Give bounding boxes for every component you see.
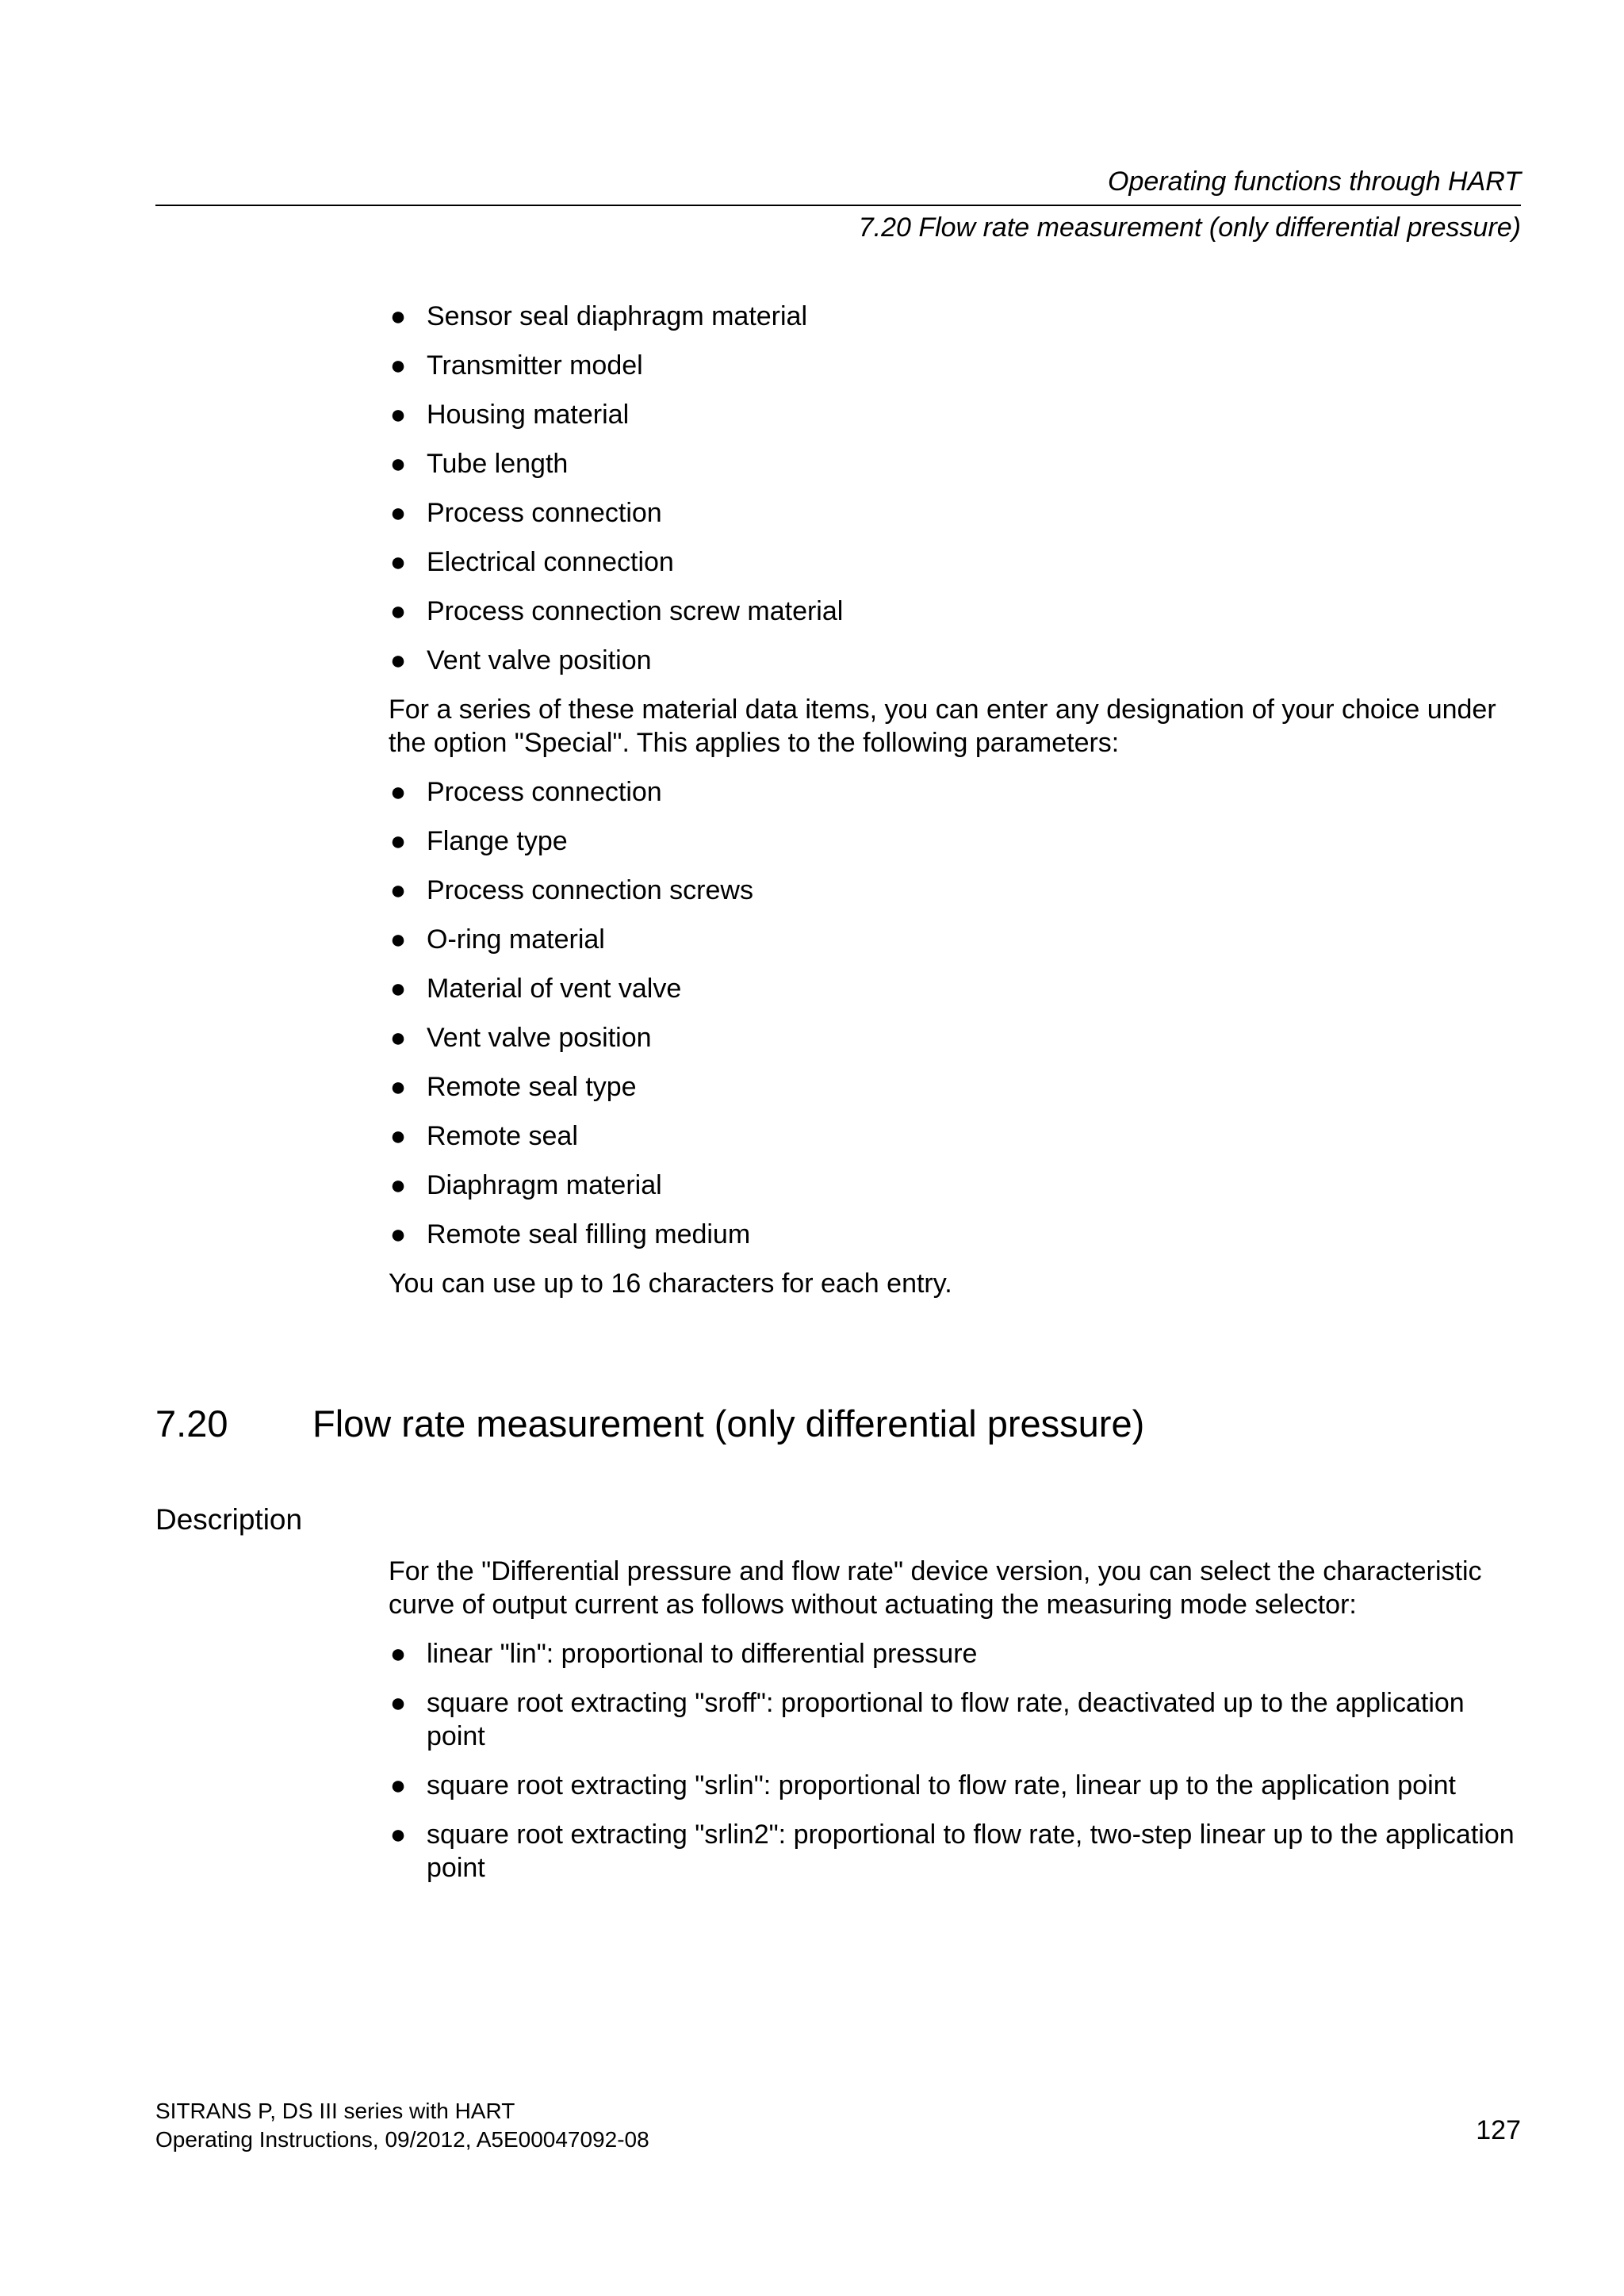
- description-block: [389, 1555, 1521, 1900]
- bullet-icon: ●: [389, 1770, 407, 1800]
- list-item: ● linear "lin": proportional to differential pressure: [389, 1639, 978, 1669]
- list-item: ● square root extracting "srlin": proportional to flow rate, linear up to the application point: [389, 1770, 1456, 1800]
- list-item: ● Process connection screw material: [389, 596, 844, 626]
- list-item: ● Flange type: [389, 826, 568, 856]
- bullet-icon: ●: [389, 777, 407, 807]
- bullet-icon: ●: [389, 498, 407, 528]
- page-number: 127: [1476, 2115, 1521, 2145]
- bullet-icon: ●: [389, 1688, 407, 1718]
- special-parameters-list: [389, 775, 1521, 1251]
- bullet-icon: ●: [389, 1820, 407, 1850]
- list-item: ● Transmitter model: [389, 350, 643, 381]
- description-heading: Description: [155, 1503, 303, 1536]
- material-data-list: [389, 300, 1521, 677]
- list-item: ● Vent valve position: [389, 645, 652, 675]
- list-item: ● Electrical connection: [389, 547, 674, 577]
- bullet-icon: ●: [389, 826, 407, 856]
- bullet-icon: ●: [389, 875, 407, 905]
- list-item: ● Process connection: [389, 777, 662, 807]
- footer-manual: Operating Instructions, 09/2012, A5E00047092-08: [155, 2127, 649, 2152]
- list-item: ● Remote seal filling medium: [389, 1219, 751, 1249]
- bullet-icon: ●: [389, 449, 407, 479]
- bullet-icon: ●: [389, 974, 407, 1004]
- list-item: ● Vent valve position: [389, 1023, 652, 1053]
- special-option-paragraph: For a series of these material data items, you can enter any designation of your choice under the option "Special". This applies to the following parameters:: [389, 695, 1496, 758]
- bullet-icon: ●: [389, 1219, 407, 1249]
- list-item: ● square root extracting "srlin2": proportional to flow rate, two-step linear up to the application point: [389, 1820, 1515, 1883]
- list-item: ● square root extracting "sroff": proportional to flow rate, deactivated up to the application point: [389, 1688, 1465, 1751]
- list-item: ● Process connection: [389, 498, 662, 528]
- section-title: Flow rate measurement (only differential pressure): [312, 1402, 1145, 1445]
- bullet-icon: ●: [389, 1072, 407, 1102]
- list-item: ● Material of vent valve: [389, 974, 682, 1004]
- list-item: ● Sensor seal diaphragm material: [389, 301, 808, 331]
- bullet-icon: ●: [389, 1639, 407, 1669]
- section-number: 7.20: [155, 1402, 228, 1445]
- list-item: ● Process connection screws: [389, 875, 753, 905]
- bullet-icon: ●: [389, 301, 407, 331]
- footer-doc-info: [155, 2097, 649, 2154]
- material-data-block: [389, 300, 1521, 1316]
- bullet-icon: ●: [389, 924, 407, 955]
- description-intro: For the "Differential pressure and flow rate" device version, you can select the characteristic curve of output current as follows without actuating the measuring mode selector:: [389, 1556, 1482, 1620]
- bullet-icon: ●: [389, 1121, 407, 1151]
- list-item: ● Remote seal: [389, 1121, 578, 1151]
- footer-product: SITRANS P, DS III series with HART: [155, 2099, 515, 2123]
- list-item: ● Tube length: [389, 449, 569, 479]
- list-item: ● Housing material: [389, 400, 630, 430]
- bullet-icon: ●: [389, 1023, 407, 1053]
- list-item: ● Diaphragm material: [389, 1170, 662, 1200]
- bullet-icon: ●: [389, 547, 407, 577]
- character-limit-note: You can use up to 16 characters for each entry.: [389, 1269, 952, 1299]
- list-item: ● Remote seal type: [389, 1072, 637, 1102]
- list-item: ● O-ring material: [389, 924, 605, 955]
- running-header-section: 7.20 Flow rate measurement (only differential pressure): [858, 212, 1521, 243]
- header-rule: [155, 205, 1521, 206]
- bullet-icon: ●: [389, 400, 407, 430]
- bullet-icon: ●: [389, 350, 407, 381]
- characteristic-curve-list: [389, 1637, 1521, 1885]
- bullet-icon: ●: [389, 596, 407, 626]
- bullet-icon: ●: [389, 1170, 407, 1200]
- bullet-icon: ●: [389, 645, 407, 675]
- running-header-chapter: Operating functions through HART: [1108, 166, 1521, 197]
